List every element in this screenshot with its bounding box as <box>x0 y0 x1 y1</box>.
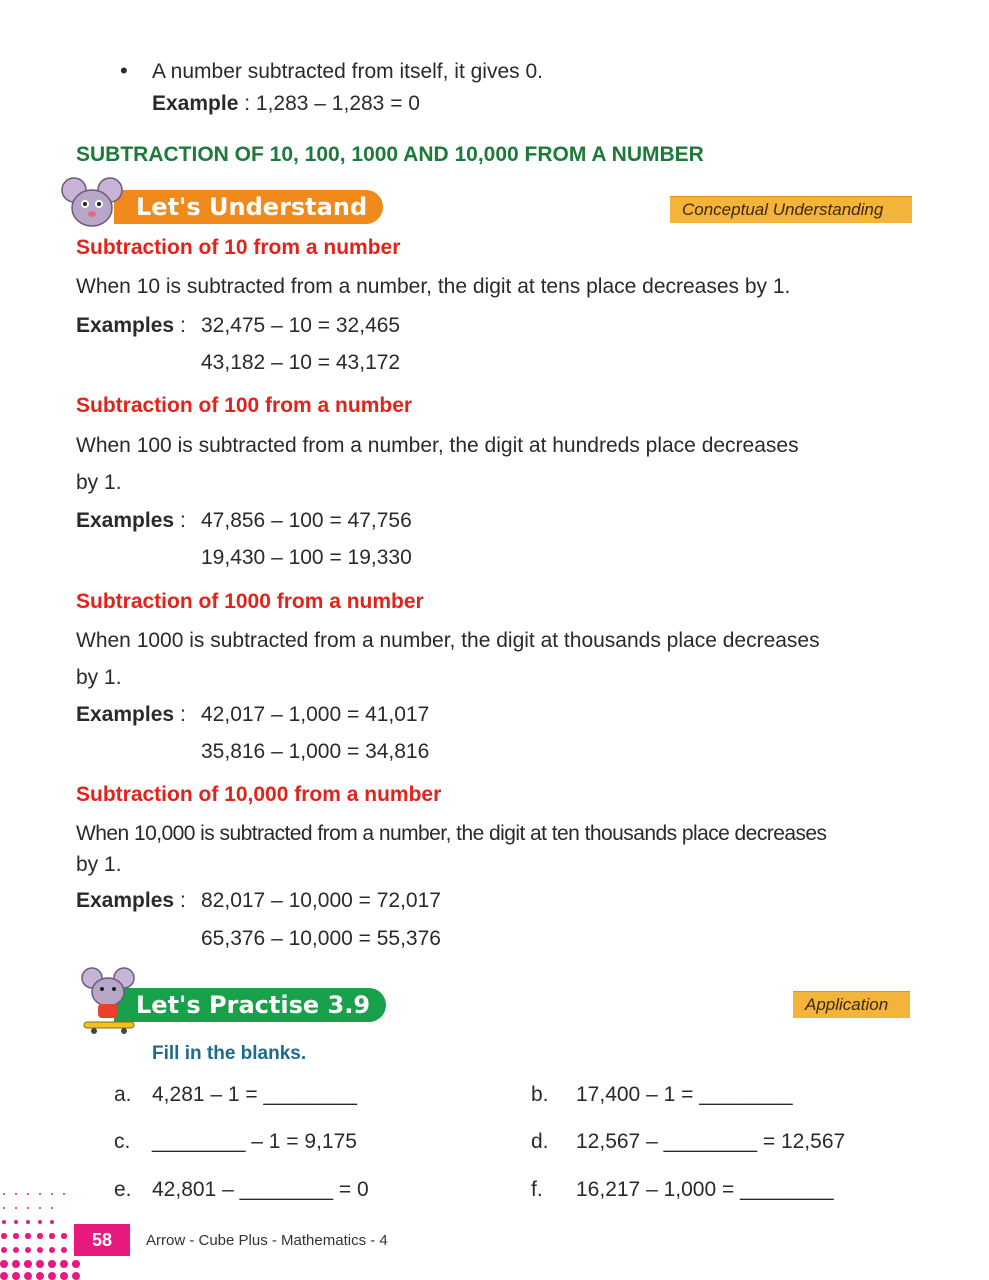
practise-item-e-letter: e. <box>114 1178 132 1201</box>
subheading-1000: Subtraction of 1000 from a number <box>76 590 424 613</box>
understand-banner-label: Let's Understand <box>114 190 383 224</box>
bullet-text: A number subtracted from itself, it gives 0. <box>152 60 544 83</box>
examples-colon: : <box>180 509 186 532</box>
dot <box>63 1193 65 1195</box>
page-number: 58 <box>74 1224 130 1256</box>
dot <box>13 1233 18 1238</box>
conceptual-tag: Conceptual Understanding <box>670 196 912 223</box>
application-tag: Application <box>793 991 910 1018</box>
practise-item-c: ________ – 1 = 9,175 <box>152 1130 357 1153</box>
dot <box>60 1260 68 1268</box>
dot <box>51 1193 53 1195</box>
mouse-skateboard-icon <box>78 966 142 1036</box>
dot <box>3 1193 5 1195</box>
section-title: SUBTRACTION OF 10, 100, 1000 AND 10,000 FROM A NUMBER <box>76 143 704 166</box>
subheading-100: Subtraction of 100 from a number <box>76 394 413 417</box>
dot <box>36 1260 44 1268</box>
dot <box>24 1260 32 1268</box>
examples-label: Examples <box>76 889 175 912</box>
practise-item-a: 4,281 – 1 = ________ <box>152 1083 357 1106</box>
dot <box>49 1247 55 1253</box>
description-1000-line1: When 1000 is subtracted from a number, the digit at thousands place decreases <box>76 629 820 652</box>
example-100-2: 19,430 – 100 = 19,330 <box>201 546 412 569</box>
examples-colon: : <box>180 314 186 337</box>
description-100-line1: When 100 is subtracted from a number, the digit at hundreds place decreases <box>76 434 799 457</box>
dot <box>1 1247 7 1253</box>
mouse-mascot-icon <box>60 176 124 232</box>
dot <box>38 1220 42 1224</box>
dot <box>72 1260 80 1268</box>
example-1000-2: 35,816 – 1,000 = 34,816 <box>201 740 430 763</box>
examples-colon: : <box>180 703 186 726</box>
dot <box>27 1193 29 1195</box>
practise-item-d-letter: d. <box>531 1130 549 1153</box>
dot <box>27 1207 30 1210</box>
examples-label: Examples <box>76 314 175 337</box>
dot <box>13 1247 19 1253</box>
dot <box>72 1272 80 1280</box>
dot <box>48 1260 56 1268</box>
example-10000-2: 65,376 – 10,000 = 55,376 <box>201 927 441 950</box>
practise-banner-label: Let's Practise 3.9 <box>114 988 386 1022</box>
dot <box>25 1233 30 1238</box>
examples-colon: : <box>180 889 186 912</box>
example-text: : 1,283 – 1,283 = 0 <box>244 92 420 115</box>
dot <box>15 1207 18 1210</box>
dot <box>61 1247 67 1253</box>
dot <box>50 1220 54 1224</box>
practise-item-b: 17,400 – 1 = ________ <box>576 1083 793 1106</box>
dot <box>39 1207 42 1210</box>
description-10000-line2: by 1. <box>76 853 122 876</box>
example-line <box>152 92 420 116</box>
example-10000-1: 82,017 – 10,000 = 72,017 <box>201 889 441 912</box>
practise-item-f: 16,217 – 1,000 = ________ <box>576 1178 834 1201</box>
practise-item-f-letter: f. <box>531 1178 543 1201</box>
description-100-line2: by 1. <box>76 471 122 494</box>
dot <box>39 1193 41 1195</box>
examples-line-100 <box>76 509 174 533</box>
example-label: Example <box>152 92 239 115</box>
dot <box>49 1233 54 1238</box>
examples-label: Examples <box>76 509 175 532</box>
practise-item-a-letter: a. <box>114 1083 132 1106</box>
dot <box>51 1207 54 1210</box>
description-10: When 10 is subtracted from a number, the digit at tens place decreases by 1. <box>76 275 791 298</box>
dot <box>61 1233 66 1238</box>
dot <box>2 1220 6 1224</box>
bullet-icon: • <box>120 58 128 83</box>
dot <box>37 1247 43 1253</box>
examples-line-10000 <box>76 889 174 913</box>
dot <box>12 1260 20 1268</box>
example-100-1: 47,856 – 100 = 47,756 <box>201 509 412 532</box>
subheading-10: Subtraction of 10 from a number <box>76 236 401 259</box>
subheading-10000: Subtraction of 10,000 from a number <box>76 783 442 806</box>
dot <box>24 1272 32 1280</box>
dot <box>60 1272 68 1280</box>
dot <box>14 1220 18 1224</box>
practise-item-e: 42,801 – ________ = 0 <box>152 1178 369 1201</box>
dot <box>3 1207 6 1210</box>
footer-text: Arrow - Cube Plus - Mathematics - 4 <box>146 1232 388 1249</box>
description-10000-line1: When 10,000 is subtracted from a number, the digit at ten thousands place decreases <box>76 822 827 845</box>
dot <box>15 1193 17 1195</box>
examples-line-1000 <box>76 703 174 727</box>
dot <box>0 1272 8 1280</box>
dot <box>36 1272 44 1280</box>
example-10-2: 43,182 – 10 = 43,172 <box>201 351 401 374</box>
dot <box>0 1260 8 1268</box>
dot <box>25 1247 31 1253</box>
dot <box>37 1233 42 1238</box>
practise-item-c-letter: c. <box>114 1130 131 1153</box>
examples-label: Examples <box>76 703 175 726</box>
dot <box>48 1272 56 1280</box>
example-1000-1: 42,017 – 1,000 = 41,017 <box>201 703 430 726</box>
examples-line-10-1 <box>76 314 174 338</box>
dot <box>26 1220 30 1224</box>
example-10-1: 32,475 – 10 = 32,465 <box>201 314 401 337</box>
practise-item-d: 12,567 – ________ = 12,567 <box>576 1130 846 1153</box>
dot <box>1 1233 6 1238</box>
dot <box>12 1272 20 1280</box>
practise-item-b-letter: b. <box>531 1083 549 1106</box>
fill-in-blanks-instruction: Fill in the blanks. <box>152 1043 307 1064</box>
description-1000-line2: by 1. <box>76 666 122 689</box>
